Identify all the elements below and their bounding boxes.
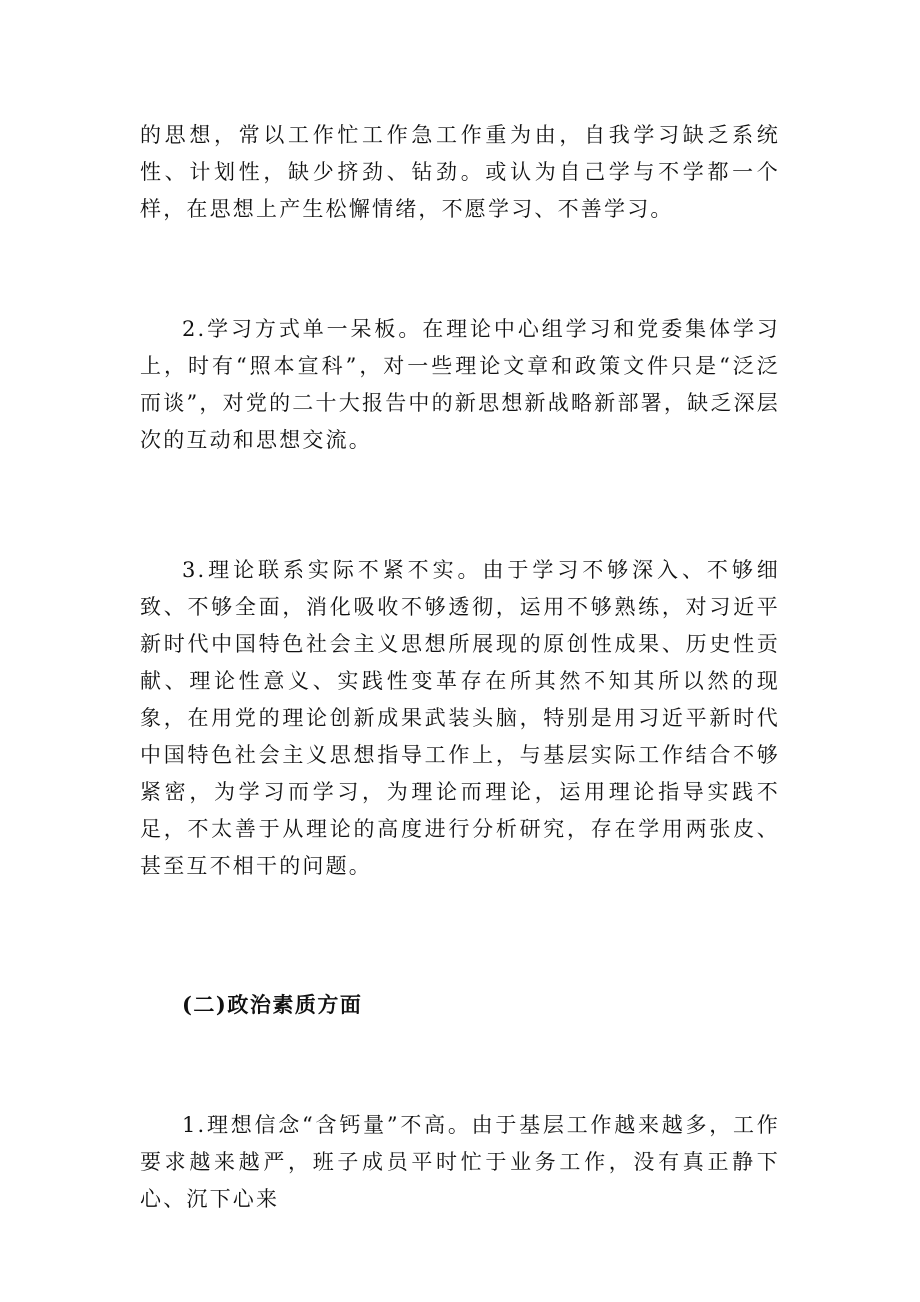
paragraph-study-attitude: 的思想，常以工作忙工作急工作重为由，自我学习缺乏系统性、计划性，缺少挤劲、钻劲。或认为自己学与不学都一个样，在思想上产生松懈情绪，不愿学习、不善学习。 bbox=[140, 123, 780, 221]
section-heading-political-quality: (二)政治素质方面 bbox=[182, 992, 363, 1017]
paragraph-theory-practice: 3.理论联系实际不紧不实。由于学习不够深入、不够细致、不够全面，消化吸收不够透彻，运用不够熟练，对习近平新时代中国特色社会主义思想所展现的原创性成果、历史性贡献、理论性意义、实践性变革存在所其然不知其所以然的现象，在用党的理论创新成果武装头脑，特别是用习近平新时代中国特色社会主义思想指导工作上，与基层实际工作结合不够紧密，为学习而学习，为理论而理论，运用理论指导实践不足，不太善于从理论的高度进行分析研究，存在学用两张皮、甚至互不相干的问题。 bbox=[140, 558, 780, 878]
paragraph-ideals-beliefs: 1.理想信念“含钙量”不高。由于基层工作越来越多，工作要求越来越严，班子成员平时忙于业务工作，没有真正静下心、沉下心来 bbox=[140, 1113, 780, 1211]
paragraph-study-method: 2.学习方式单一呆板。在理论中心组学习和党委集体学习上，时有“照本宣科”，对一些理论文章和政策文件只是“泛泛而谈”，对党的二十大报告中的新思想新战略新部署，缺乏深层次的互动和思想交流。 bbox=[140, 317, 780, 452]
